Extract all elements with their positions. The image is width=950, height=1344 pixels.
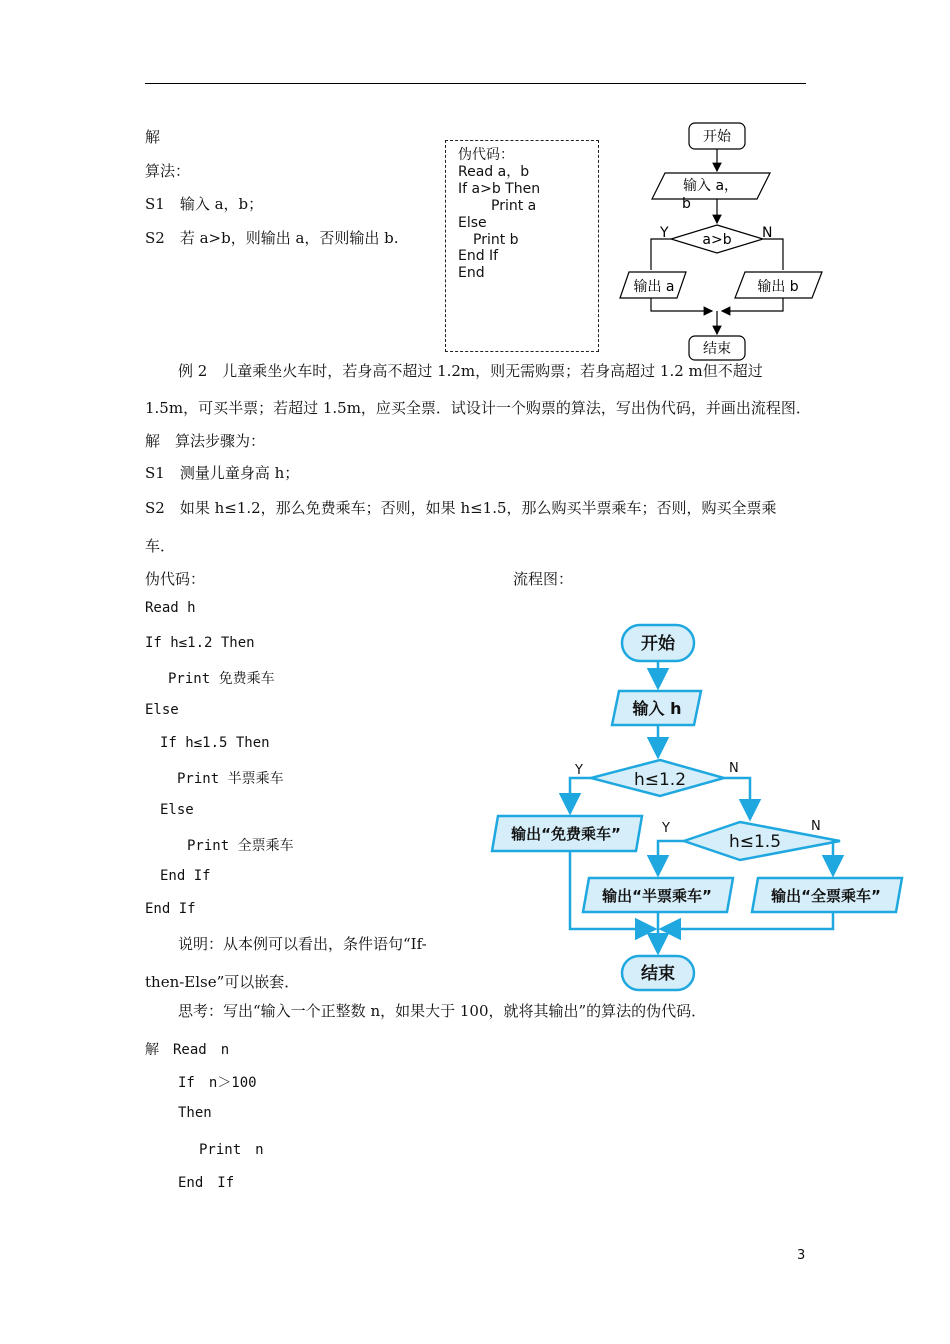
code-line: Else [160,802,194,818]
step-s1: S1 输入 a，b； [145,195,264,213]
code-line: Print b [473,232,519,248]
flowchart-ticket [485,615,910,1000]
code-line: End If [458,248,499,264]
thinking-code-line: Then [178,1105,212,1121]
code-line: End [458,265,485,281]
fc1-input-label2: b [682,196,691,212]
fc2-start-label: 开始 [641,634,675,654]
fc2-yes2-label: Y [662,821,670,836]
thinking-code-line: End If [178,1175,235,1191]
code-line: Print 全票乘车 [187,838,294,854]
code-line: Read a，b [458,164,530,180]
page-number: 3 [797,1248,806,1263]
fc1-end-label: 结束 [703,341,731,357]
code-line: Else [458,215,487,231]
code-line: End If [160,868,211,884]
step-s2: S2 若 a>b，则输出 a，否则输出 b. [145,229,399,247]
example2-solution: 解 算法步骤为： [145,432,266,450]
example2-problem: 例 2 儿童乘坐火车时，若身高不超过 1.2m，则无需购票；若身高超过 1.2 m但不超过 [178,362,763,380]
fc2-yes1-label: Y [575,763,583,778]
fc1-no-label: N [762,225,773,241]
fc2-no1-label: N [729,761,739,776]
thinking-code-line: Print n [199,1142,264,1158]
solution-label: 解 [145,128,161,146]
header-rule [145,83,806,84]
fc1-output-b: 输出 b [757,279,799,295]
pseudocode-title: 伪代码： [458,147,514,163]
thinking-question: 思考：写出“输入一个正整数 n，如果大于 100，就将其输出”的算法的伪代码． [178,1002,707,1020]
example2-s2-cont: 车． [145,537,176,555]
fc2-output-half: 输出“半票乘车” [602,887,712,905]
pseudocode-box [445,140,599,352]
thinking-code-line: 解 Read n [145,1042,230,1058]
code-line: Else [145,702,179,718]
fc2-decision1-label: h≤1.2 [633,770,687,790]
code-line: Print 免费乘车 [168,671,275,687]
code-line: If h≤1.5 Then [160,735,270,751]
flowchart-label: 流程图： [513,570,574,588]
fc2-no2-label: N [811,819,821,834]
code-line: If h≤1.2 Then [145,635,255,651]
example2-s1: S1 测量儿童身高 h； [145,464,300,482]
example2-s2: S2 如果 h≤1.2，那么免费乘车；否则，如果 h≤1.5，那么购买半票乘车；否则，购买全票乘 [145,499,777,517]
fc2-decision2-label: h≤1.5 [728,832,782,852]
algorithm-label: 算法： [145,162,191,180]
fc2-input-label: 输入 h [632,699,682,718]
note-line: 说明：从本例可以看出，条件语句“If- [178,935,427,953]
fc1-input-label: 输入 a， [683,178,739,194]
flowchart-simple [610,115,830,365]
example2-problem-cont: 1.5m，可买半票；若超过 1.5m，应买全票．试设计一个购票的算法，写出伪代码，并画出流程图． [145,399,811,417]
pseudocode-label: 伪代码： [145,570,206,588]
fc1-decision-label: a>b [702,232,732,248]
code-line: End If [145,901,196,917]
fc1-start-label: 开始 [703,129,731,145]
thinking-code-line: If n＞100 [178,1075,257,1091]
fc2-output-full: 输出“全票乘车” [771,887,881,905]
fc2-end-label: 结束 [641,964,675,984]
code-line: If a>b Then [458,181,541,197]
code-line: Print 半票乘车 [177,771,284,787]
code-line: Read h [145,600,196,616]
fc2-output-free: 输出“免费乘车” [511,825,621,843]
note-line-cont: then-Else”可以嵌套． [145,973,300,991]
fc1-yes-label: Y [660,225,669,241]
code-line: Print a [491,198,537,214]
fc1-output-a: 输出 a [633,279,675,295]
